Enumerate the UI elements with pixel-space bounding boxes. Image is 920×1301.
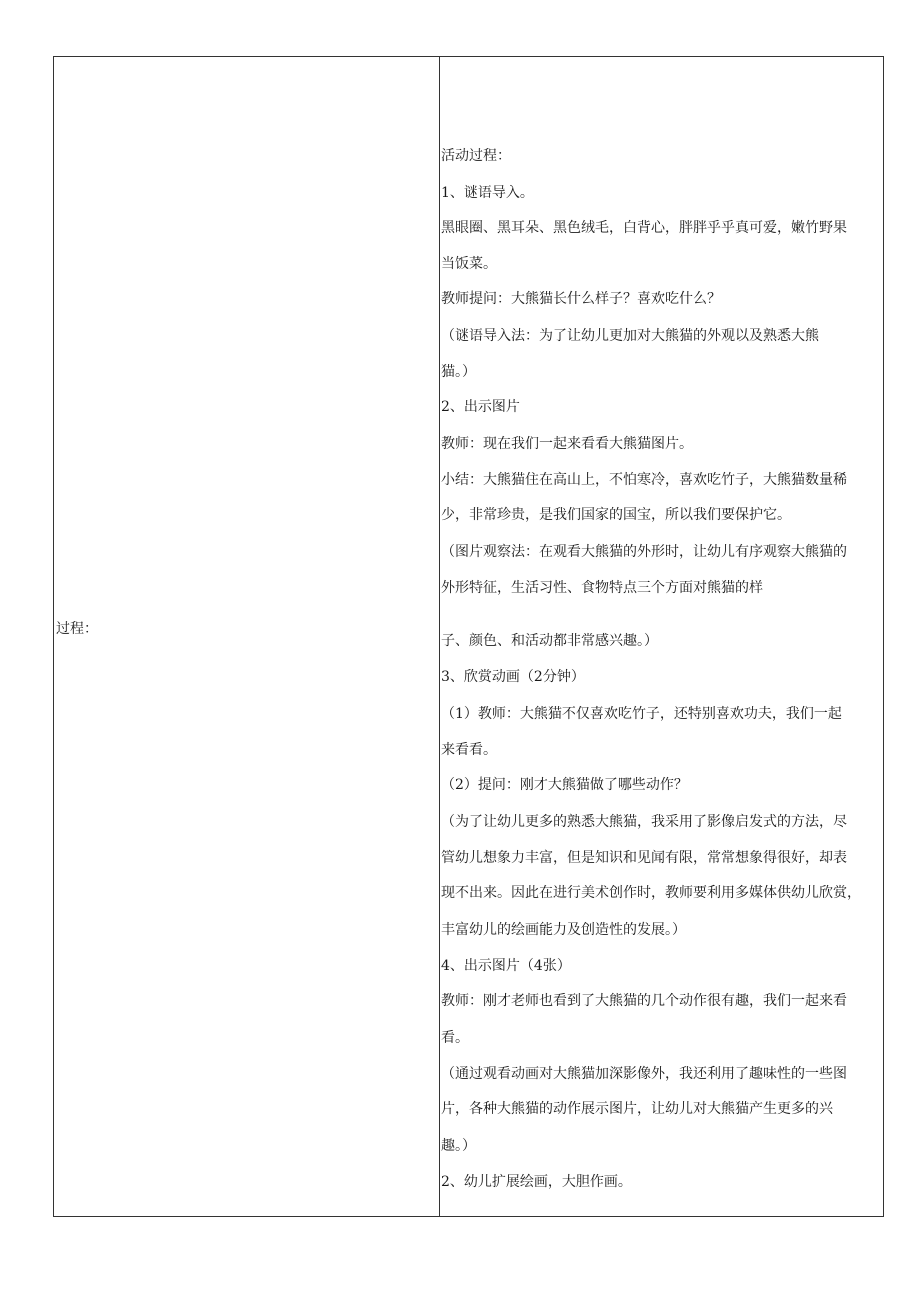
content-line: 活动过程： [441,148,511,164]
content-line: 现不出来。因此在进行美术创作时，教师要利用多媒体供幼儿欣赏， [441,885,861,901]
content-line: 教师：现在我们一起来看看大熊猫图片。 [441,436,693,452]
content-line: 子、颜色、和活动都非常感兴趣。） [441,633,658,649]
content-line: 少，非常珍贵，是我们国家的国宝，所以我们要保护它。 [441,507,791,523]
content-line: 丰富幼儿的绘画能力及创造性的发展。） [441,922,686,938]
column-divider [439,57,440,1216]
content-line: 2、幼儿扩展绘画，大胆作画。 [441,1174,632,1190]
content-line: 3、欣赏动画（2分钟） [441,669,585,685]
content-line: 来看看。 [441,742,497,758]
content-line: （谜语导入法：为了让幼儿更加对大熊猫的外观以及熟悉大熊 [441,328,819,344]
content-line: 4、出示图片（4张） [441,958,571,974]
content-line: （图片观察法：在观看大熊猫的外形时，让幼儿有序观察大熊猫的 [441,544,847,560]
content-line: 片，各种大熊猫的动作展示图片，让幼儿对大熊猫产生更多的兴 [441,1101,833,1117]
content-line: 1、谜语导入。 [441,185,534,201]
content-line: 教师提问：大熊猫长什么样子？喜欢吃什么？ [441,291,721,307]
content-line: （2）提问：刚才大熊猫做了哪些动作？ [441,777,688,793]
content-line: 当饭菜。 [441,256,497,272]
content-line: 管幼儿想象力丰富，但是知识和见闻有限，常常想象得很好，却表 [441,850,847,866]
content-line: （1）教师：大熊猫不仅喜欢吃竹子，还特别喜欢功夫，我们一起 [441,706,842,722]
content-line: 猫。） [441,364,476,380]
content-line: 趣。） [441,1138,476,1154]
content-line: （通过观看动画对大熊猫加深影像外，我还利用了趣味性的一些图 [441,1066,847,1082]
content-line: （为了让幼儿更多的熟悉大熊猫，我采用了影像启发式的方法，尽 [441,814,847,830]
content-line: 教师：刚才老师也看到了大熊猫的几个动作很有趣，我们一起来看 [441,993,847,1009]
content-line: 2、出示图片 [441,399,520,415]
content-line: 外形特征，生活习性、食物特点三个方面对熊猫的样 [441,580,763,596]
content-line: 看。 [441,1030,469,1046]
content-line: 小结：大熊猫住在高山上，不怕寒冷，喜欢吃竹子，大熊猫数量稀 [441,472,847,488]
lesson-table [53,56,884,1217]
content-line: 黑眼圈、黑耳朵、黑色绒毛，白背心，胖胖乎乎真可爱，嫩竹野果 [441,220,847,236]
process-label: 过程： [56,621,98,637]
